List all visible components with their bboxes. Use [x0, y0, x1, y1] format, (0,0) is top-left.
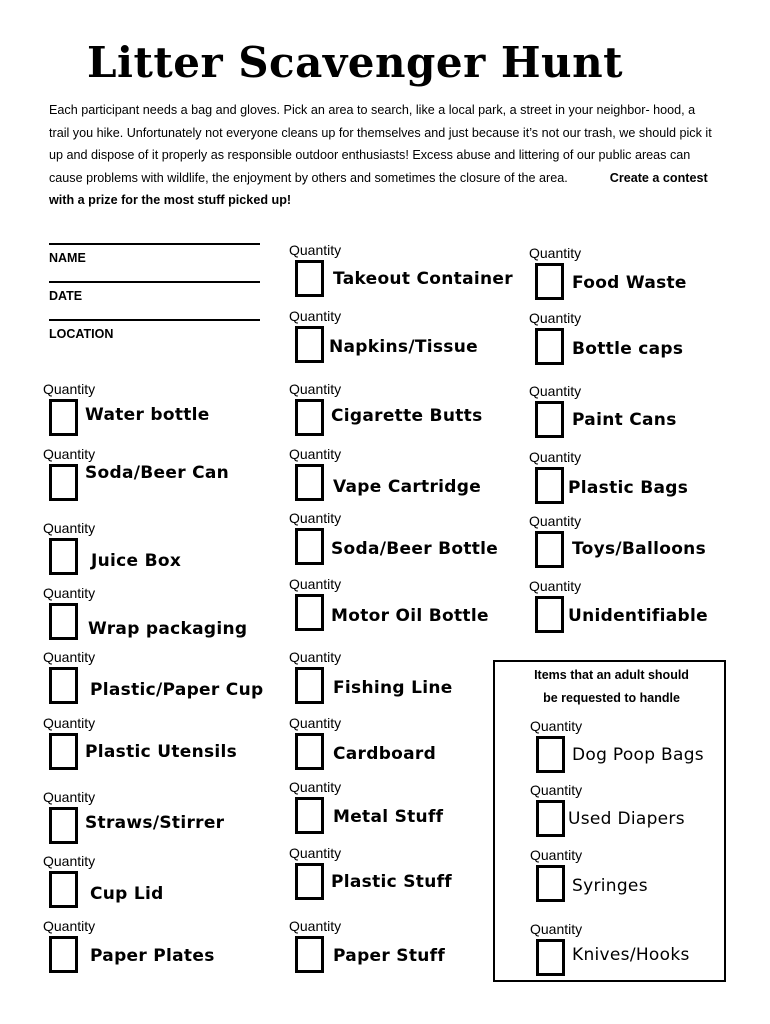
- quantity-label: Quantity: [529, 449, 582, 465]
- quantity-box[interactable]: [536, 939, 565, 976]
- quantity-label: Quantity: [529, 383, 582, 399]
- quantity-label: Quantity: [43, 381, 96, 397]
- quantity-label: Quantity: [289, 381, 342, 397]
- item-label: Cardboard: [333, 744, 437, 764]
- quantity-label: Quantity: [529, 310, 582, 326]
- name-label: NAME: [49, 251, 86, 265]
- quantity-label: Quantity: [289, 242, 342, 258]
- quantity-label: Quantity: [43, 585, 96, 601]
- item-label: Dog Poop Bags: [572, 745, 704, 765]
- quantity-box[interactable]: [535, 401, 564, 438]
- quantity-label: Quantity: [529, 513, 582, 529]
- quantity-label: Quantity: [530, 921, 583, 937]
- item-label: Straws/Stirrer: [85, 813, 225, 833]
- quantity-box[interactable]: [295, 667, 324, 704]
- quantity-box[interactable]: [295, 326, 324, 363]
- item-label: Paper Stuff: [333, 946, 446, 966]
- quantity-label: Quantity: [43, 789, 96, 805]
- item-label: Wrap packaging: [88, 619, 248, 639]
- quantity-box[interactable]: [536, 865, 565, 902]
- item-label: Juice Box: [91, 551, 182, 571]
- item-label: Cup Lid: [90, 884, 164, 904]
- location-label: LOCATION: [49, 327, 114, 341]
- item-label: Soda/Beer Can: [85, 463, 230, 483]
- name-field[interactable]: [49, 243, 260, 265]
- adult-heading-line1: Items that an adult should: [534, 668, 689, 682]
- quantity-box[interactable]: [535, 467, 564, 504]
- item-label: Bottle caps: [572, 339, 684, 359]
- quantity-label: Quantity: [289, 510, 342, 526]
- quantity-box[interactable]: [49, 936, 78, 973]
- quantity-label: Quantity: [43, 715, 96, 731]
- quantity-box[interactable]: [49, 538, 78, 575]
- quantity-label: Quantity: [43, 918, 96, 934]
- quantity-label: Quantity: [43, 520, 96, 536]
- quantity-label: Quantity: [43, 853, 96, 869]
- item-label: Toys/Balloons: [572, 539, 706, 559]
- item-label: Food Waste: [572, 273, 687, 293]
- quantity-box[interactable]: [535, 596, 564, 633]
- quantity-label: Quantity: [289, 918, 342, 934]
- quantity-box[interactable]: [536, 800, 565, 837]
- intro-paragraph: [49, 99, 714, 212]
- quantity-box[interactable]: [295, 936, 324, 973]
- item-label: Paint Cans: [572, 410, 677, 430]
- quantity-box[interactable]: [295, 733, 324, 770]
- quantity-box[interactable]: [295, 260, 324, 297]
- quantity-label: Quantity: [289, 845, 342, 861]
- item-label: Metal Stuff: [333, 807, 444, 827]
- quantity-box[interactable]: [49, 807, 78, 844]
- quantity-label: Quantity: [43, 649, 96, 665]
- quantity-label: Quantity: [529, 578, 582, 594]
- quantity-box[interactable]: [295, 528, 324, 565]
- item-label: Plastic/Paper Cup: [90, 680, 264, 700]
- quantity-box[interactable]: [49, 464, 78, 501]
- quantity-label: Quantity: [530, 782, 583, 798]
- item-label: Cigarette Butts: [331, 406, 483, 426]
- quantity-box[interactable]: [49, 667, 78, 704]
- quantity-box[interactable]: [49, 733, 78, 770]
- quantity-box[interactable]: [536, 736, 565, 773]
- item-label: Used Diapers: [568, 809, 685, 829]
- quantity-box[interactable]: [535, 531, 564, 568]
- item-label: Unidentifiable: [568, 606, 708, 626]
- quantity-box[interactable]: [535, 328, 564, 365]
- quantity-box[interactable]: [295, 863, 324, 900]
- quantity-label: Quantity: [289, 308, 342, 324]
- quantity-box[interactable]: [535, 263, 564, 300]
- item-label: Paper Plates: [90, 946, 215, 966]
- contest-text: Create a contest with a prize for the most stuff picked up!: [49, 170, 708, 208]
- item-label: Plastic Utensils: [85, 742, 238, 762]
- item-label: Vape Cartridge: [333, 477, 482, 497]
- quantity-label: Quantity: [530, 718, 583, 734]
- quantity-box[interactable]: [49, 399, 78, 436]
- quantity-box[interactable]: [295, 594, 324, 631]
- item-label: Soda/Beer Bottle: [331, 539, 499, 559]
- quantity-label: Quantity: [530, 847, 583, 863]
- adult-heading-line2: be requested to handle: [543, 691, 680, 705]
- date-label: DATE: [49, 289, 83, 303]
- quantity-label: Quantity: [289, 715, 342, 731]
- item-label: Syringes: [572, 876, 648, 896]
- item-label: Plastic Stuff: [331, 872, 452, 892]
- quantity-label: Quantity: [289, 576, 342, 592]
- location-field[interactable]: [49, 319, 260, 341]
- item-label: Water bottle: [85, 405, 210, 425]
- quantity-box[interactable]: [295, 399, 324, 436]
- quantity-label: Quantity: [289, 446, 342, 462]
- item-label: Knives/Hooks: [572, 945, 690, 965]
- quantity-label: Quantity: [43, 446, 96, 462]
- quantity-box[interactable]: [49, 603, 78, 640]
- item-label: Napkins/Tissue: [329, 337, 478, 357]
- item-label: Takeout Container: [333, 269, 513, 289]
- quantity-label: Quantity: [289, 779, 342, 795]
- item-label: Plastic Bags: [568, 478, 689, 498]
- date-field[interactable]: [49, 281, 260, 303]
- item-label: Fishing Line: [333, 678, 453, 698]
- quantity-label: Quantity: [529, 245, 582, 261]
- intro-text: Each participant needs a bag and gloves. Pick an area to search, like a local park, a street in your neighbor- hood, a trail you hike. Unfortunately not everyone cleans up for themselves and just because it’s not our trash, we should pick it up and dispose of it properly as responsible outdoor enthusiasts! Excess abuse and littering of our public areas can cause problems with wildlife, the enjoyment by others and sometimes the closure of the area.: [49, 103, 712, 185]
- quantity-box[interactable]: [295, 464, 324, 501]
- quantity-box[interactable]: [295, 797, 324, 834]
- page-title: Litter Scavenger Hunt: [86, 38, 624, 87]
- quantity-label: Quantity: [289, 649, 342, 665]
- item-label: Motor Oil Bottle: [331, 606, 489, 626]
- adult-items-heading: [495, 664, 728, 710]
- quantity-box[interactable]: [49, 871, 78, 908]
